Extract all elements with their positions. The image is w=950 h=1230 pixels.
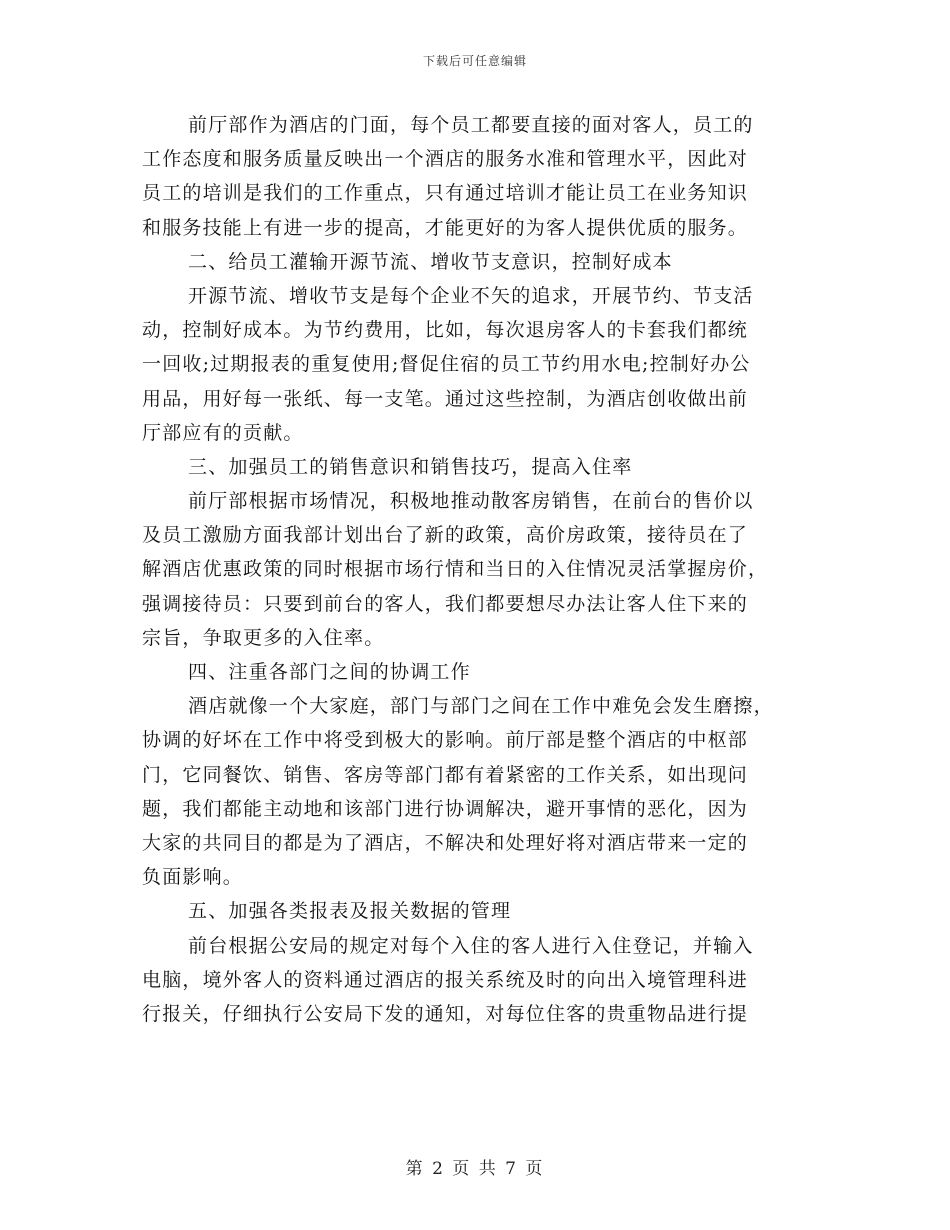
page-header: 下载后可任意编辑: [422, 54, 527, 68]
text-line: 大家的共同目的都是为了酒店，不解决和处理好将对酒店带来一定的: [142, 831, 749, 854]
text-line: 五、加强各类报表及报关数据的管理: [188, 900, 512, 923]
text-line: 宗旨，争取更多的入住率。: [142, 626, 385, 649]
text-line: 和服务技能上有进一步的提高，才能更好的为客人提供优质的服务。: [142, 216, 749, 239]
text-line: 前厅部作为酒店的门面，每个员工都要直接的面对客人，员工的: [188, 114, 754, 136]
text-line: 行报关，仔细执行公安局下发的通知，对每位住客的贵重物品进行提: [142, 1002, 749, 1025]
text-line: 员工的培训是我们的工作重点，只有通过培训才能让员工在业务知识: [142, 182, 749, 205]
text-line: 负面影响。: [142, 866, 244, 889]
text-line: 强调接待员：只要到前台的客人，我们都要想尽办法让客人住下来的: [142, 592, 749, 615]
text-line: 前厅部根据市场情况，积极地推动散客房销售，在前台的售价以: [188, 490, 754, 513]
text-line: 二、给员工灌输开源节流、增收节支意识，控制好成本: [188, 250, 673, 273]
text-line: 四、注重各部门之间的协调工作: [188, 661, 471, 683]
text-line: 一回收;过期报表的重复使用;督促住宿的员工节约用水电;控制好办公: [142, 353, 751, 376]
text-line: 厅部应有的贡献。: [142, 421, 304, 444]
text-line: 题，我们都能主动地和该部门进行协调解决，避开事情的恶化，因为: [142, 797, 749, 820]
text-line: 门，它同餐饮、销售、客房等部门都有着紧密的工作关系，如出现问: [142, 763, 749, 786]
text-line: 动，控制好成本。为节约费用，比如，每次退房客人的卡套我们都统: [142, 319, 749, 342]
text-line: 协调的好坏在工作中将受到极大的影响。前厅部是整个酒店的中枢部: [142, 729, 749, 752]
text-line: 三、加强员工的销售意识和销售技巧，提高入住率: [188, 455, 633, 478]
text-line: 及员工激励方面我部计划出台了新的政策，高价房政策，接待员在了: [142, 524, 749, 547]
text-line: 解酒店优惠政策的同时根据市场行情和当日的入住情况灵活掌握房价，: [142, 558, 769, 581]
page-footer: 第 2 页 共 7 页: [405, 1159, 545, 1179]
text-line: 工作态度和服务质量反映出一个酒店的服务水准和管理水平，因此对: [142, 148, 749, 171]
document-body: [142, 108, 810, 1031]
text-line: 电脑，境外客人的资料通过酒店的报关系统及时的向出入境管理科进: [142, 968, 749, 991]
text-line: 开源节流、增收节支是每个企业不矢的追求，开展节约、节支活: [188, 284, 754, 307]
text-line: 酒店就像一个大家庭，部门与部门之间在工作中难免会发生磨擦，: [188, 695, 774, 718]
text-line: 用品，用好每一张纸、每一支笔。通过这些控制，为酒店创收做出前: [142, 387, 749, 410]
text-line: 前台根据公安局的规定对每个入住的客人进行入住登记，并输入: [188, 934, 754, 957]
